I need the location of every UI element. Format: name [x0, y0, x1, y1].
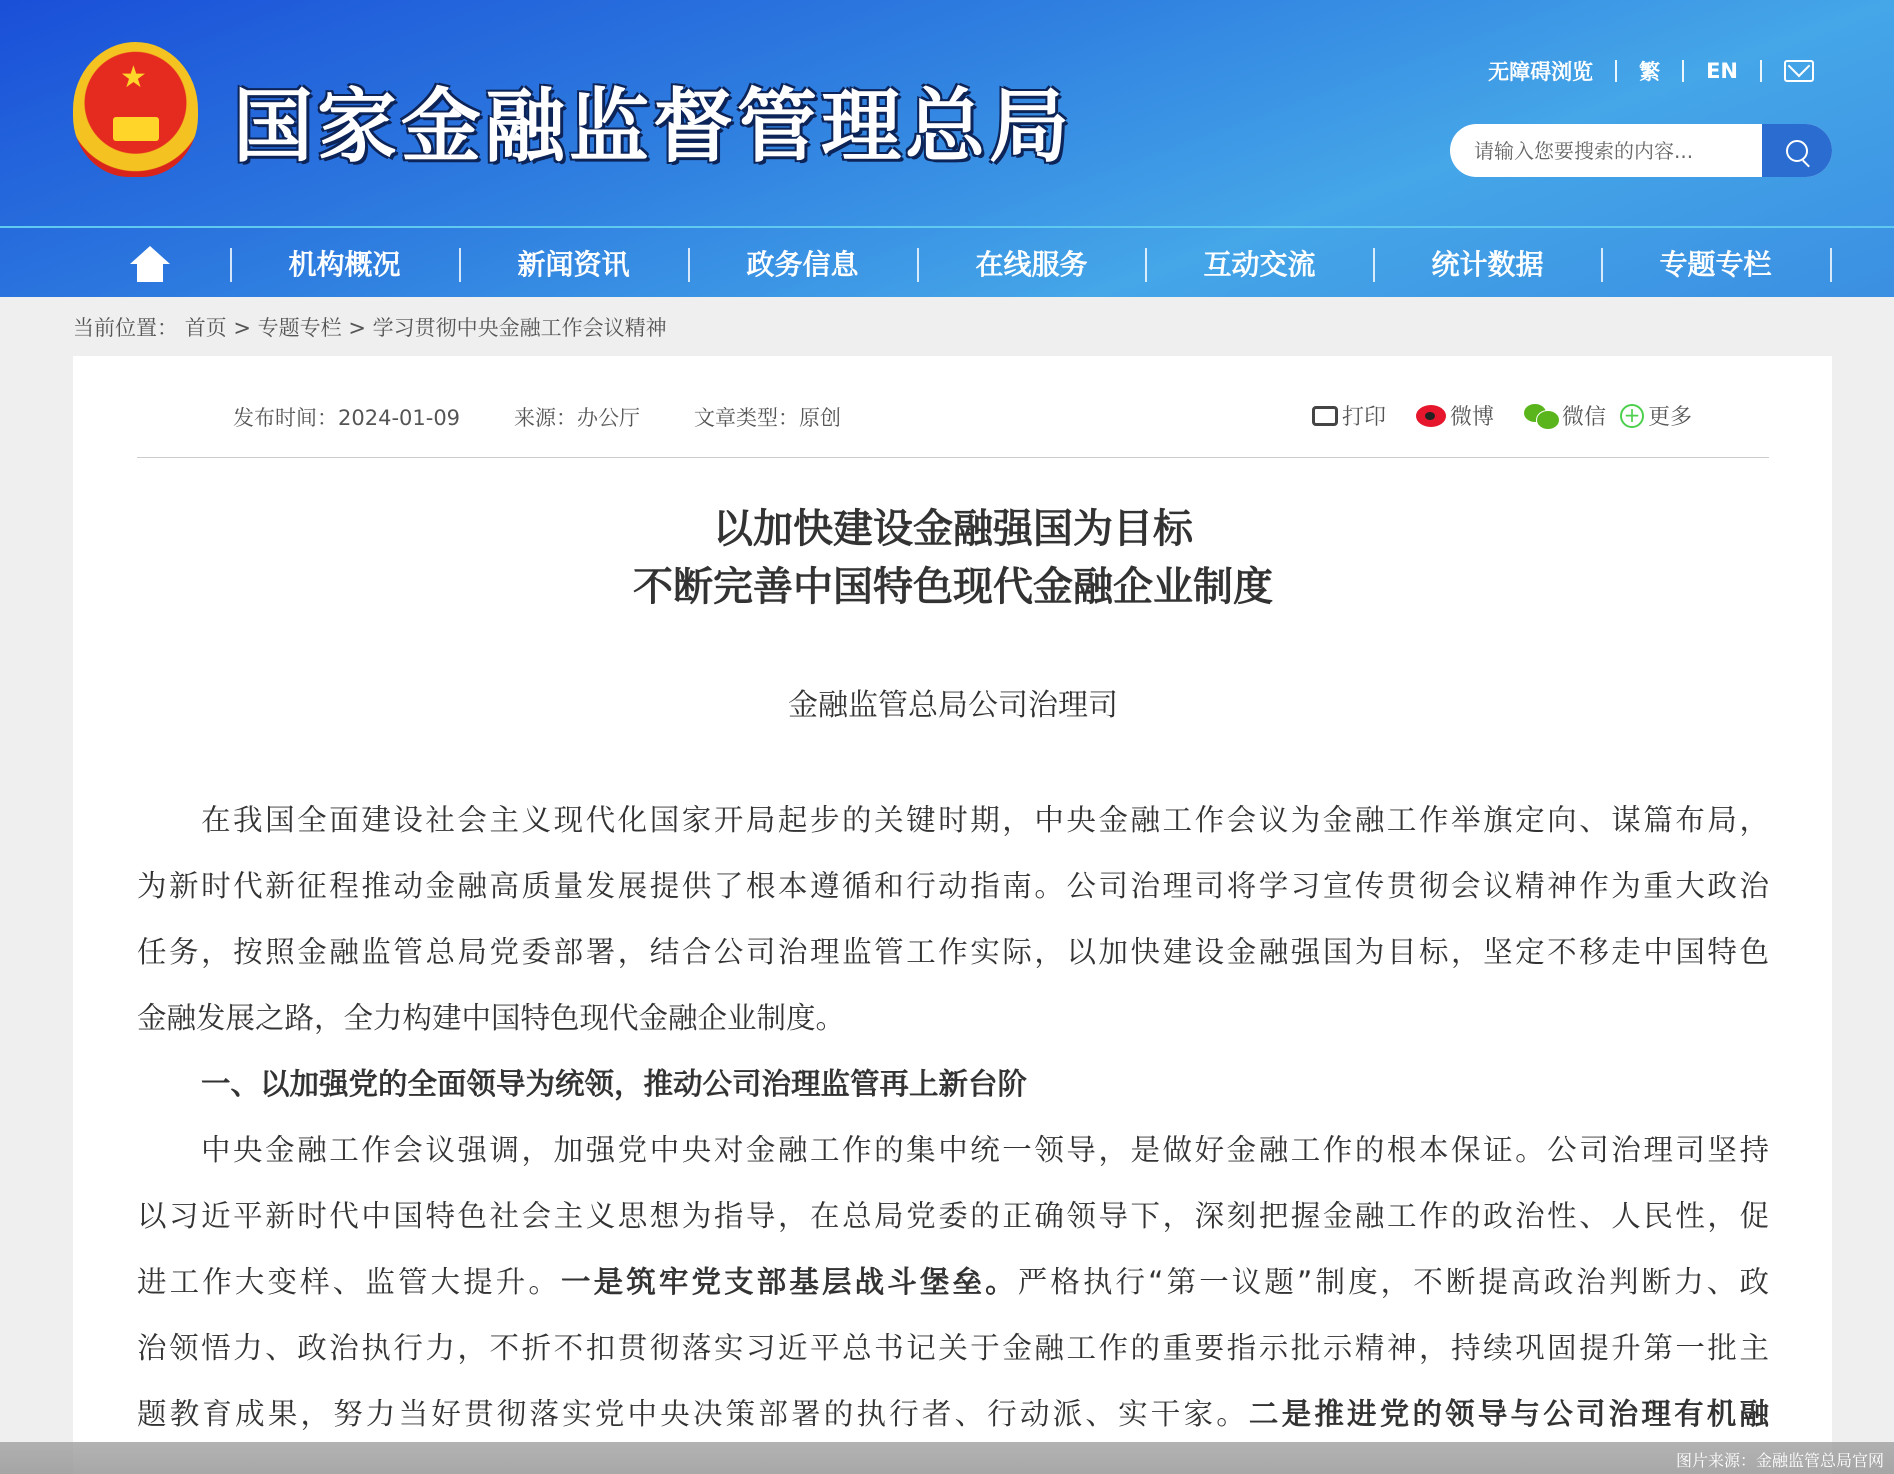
share-bar — [1312, 400, 1722, 431]
breadcrumb-label: 当前位置： — [73, 316, 178, 340]
breadcrumb-separator: > — [341, 316, 373, 340]
nav-item-special-topics[interactable]: 专题专栏 — [1659, 248, 1772, 281]
divider — [1760, 60, 1762, 82]
accessibility-link[interactable]: 无障碍浏览 — [1488, 60, 1594, 84]
more-share-button[interactable] — [1620, 400, 1692, 431]
divider — [1615, 60, 1617, 82]
search-icon — [1786, 140, 1808, 162]
article-text-line — [137, 864, 1769, 930]
nav-item-online-services[interactable]: 在线服务 — [975, 248, 1088, 281]
image-caption-bar — [0, 1442, 1894, 1474]
print-label: 打印 — [1342, 405, 1387, 430]
wechat-icon — [1524, 404, 1558, 428]
more-label: 更多 — [1648, 405, 1693, 430]
bold-text-segment: 二是推进党的领导与公司治理有机融 — [1248, 1397, 1769, 1431]
breadcrumb — [73, 312, 667, 342]
text-segment: 治领悟力、政治执行力，不折不扣贯彻落实习近平总书记关于金融工作的重要指示批示精神，持续巩固提升第一批主 — [137, 1331, 1769, 1365]
site-title[interactable]: 国家金融监督管理总局 — [233, 80, 1073, 173]
article-text-line — [137, 1194, 1769, 1260]
article-author: 金融监管总局公司治理司 — [788, 688, 1118, 723]
main-nav — [0, 226, 1894, 297]
article-text-line — [137, 1326, 1769, 1392]
title-line-1: 以加快建设金融强国为目标 — [713, 506, 1193, 552]
bold-text-segment: 一是筑牢党支部基层战斗堡垒。 — [561, 1265, 1018, 1299]
article-text-line — [137, 1128, 1769, 1194]
search-box — [1450, 124, 1832, 177]
breadcrumb-current[interactable]: 学习贯彻中央金融工作会议精神 — [372, 316, 667, 340]
article-body — [137, 798, 1769, 1458]
weibo-label: 微博 — [1450, 405, 1495, 430]
article-text-line — [137, 930, 1769, 996]
breadcrumb-separator: > — [226, 316, 258, 340]
text-segment: 为新时代新征程推动金融高质量发展提供了根本遵循和行动指南。公司治理司将学习宣传贯彻会议精神作为重大政治 — [137, 869, 1769, 903]
text-segment: 中央金融工作会议强调，加强党中央对金融工作的集中统一领导，是做好金融工作的根本保证。公司治理司坚持 — [201, 1133, 1769, 1167]
article-source: 来源：办公厅 — [514, 406, 641, 430]
plus-circle-icon: + — [1620, 404, 1644, 428]
article-text-line — [137, 798, 1769, 864]
text-segment: 严格执行“第一议题”制度，不断提高政治判断力、政 — [1017, 1265, 1769, 1299]
nav-item-statistics[interactable]: 统计数据 — [1431, 248, 1544, 281]
publish-date: 发布时间：2024-01-09 — [233, 406, 461, 430]
search-input[interactable] — [1474, 124, 1754, 177]
title-line-2: 不断完善中国特色现代金融企业制度 — [633, 564, 1273, 610]
bold-text-segment: 一、以加强党的全面领导为统领，推动公司治理监管再上新台阶 — [201, 1067, 1028, 1101]
english-link[interactable]: EN — [1706, 59, 1738, 83]
weibo-icon — [1416, 405, 1446, 427]
article-text-line — [137, 1260, 1769, 1326]
divider — [1682, 60, 1684, 82]
wechat-label: 微信 — [1562, 405, 1607, 430]
text-segment: 进工作大变样、监管大提升。 — [137, 1265, 562, 1299]
text-segment: 题教育成果，努力当好贯彻落实党中央决策部署的执行者、行动派、实干家。 — [137, 1397, 1249, 1431]
article-text-line — [137, 996, 1769, 1062]
search-button[interactable] — [1762, 124, 1832, 177]
traditional-chinese-link[interactable]: 繁 — [1639, 60, 1661, 84]
top-links — [1488, 56, 1814, 86]
article-title — [137, 500, 1769, 616]
printer-icon — [1312, 406, 1338, 426]
text-segment: 在我国全面建设社会主义现代化国家开局起步的关键时期，中央金融工作会议为金融工作举旗定向、谋篇布局， — [201, 803, 1769, 837]
nav-item-interaction[interactable]: 互动交流 — [1203, 248, 1316, 281]
print-button[interactable] — [1312, 400, 1386, 431]
nav-item-news[interactable]: 新闻资讯 — [517, 248, 630, 281]
text-segment: 以习近平新时代中国特色社会主义思想为指导，在总局党委的正确领导下，深刻把握金融工作的政治性、人民性，促 — [137, 1199, 1769, 1233]
text-segment: 任务，按照金融监管总局党委部署，结合公司治理监管工作实际，以加快建设金融强国为目标，坚定不移走中国特色 — [137, 935, 1769, 969]
weibo-share-button[interactable] — [1416, 400, 1494, 431]
nav-item-government-info[interactable]: 政务信息 — [746, 248, 859, 281]
home-icon[interactable] — [130, 246, 170, 282]
divider — [137, 457, 1769, 458]
image-caption: 图片来源：金融监管总局官网 — [1675, 1451, 1884, 1470]
national-emblem-logo: ★ — [73, 42, 198, 177]
nav-item-about[interactable]: 机构概况 — [288, 248, 401, 281]
wechat-share-button[interactable] — [1524, 400, 1606, 431]
article-type: 文章类型：原创 — [694, 406, 842, 430]
site-header — [0, 0, 1894, 297]
mail-icon[interactable] — [1784, 60, 1814, 82]
article-meta — [233, 402, 841, 432]
breadcrumb-home[interactable]: 首页 — [184, 316, 227, 340]
breadcrumb-special-topics[interactable]: 专题专栏 — [257, 316, 342, 340]
text-segment: 金融发展之路，全力构建中国特色现代金融企业制度。 — [137, 1001, 846, 1035]
article-text-line — [137, 1062, 1769, 1128]
divider — [1830, 248, 1832, 282]
